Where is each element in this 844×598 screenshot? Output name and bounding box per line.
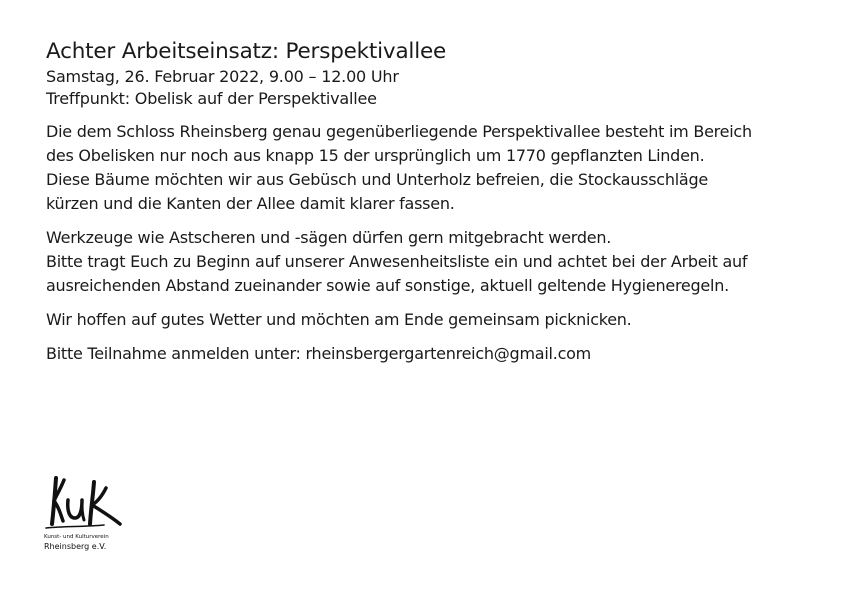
logo-subtitle-line1: Kunst- und Kulturverein bbox=[44, 534, 109, 540]
meeting-point: Treffpunkt: Obelisk auf der Perspektivallee bbox=[46, 89, 377, 108]
text-line: ausreichenden Abstand zueinander sowie auf sonstige, aktuell geltende Hygieneregeln. bbox=[46, 276, 729, 295]
text-line: Bitte tragt Euch zu Beginn auf unserer Anwesenheitsliste ein und achtet bei der Arbeit auf bbox=[46, 252, 748, 271]
paragraph-instructions bbox=[46, 226, 816, 298]
text-line: Wir hoffen auf gutes Wetter und möchten am Ende gemeinsam picknicken. bbox=[46, 310, 632, 329]
paragraph-description bbox=[46, 120, 816, 216]
paragraph-registration bbox=[46, 342, 816, 366]
text-line: Diese Bäume möchten wir aus Gebüsch und Unterholz befreien, die Stockausschläge bbox=[46, 170, 708, 189]
text-line: Werkzeuge wie Astscheren und -sägen dürfen gern mitgebracht werden. bbox=[46, 228, 612, 247]
text-line: des Obelisken nur noch aus knapp 15 der ursprünglich um 1770 gepflanzten Linden. bbox=[46, 146, 705, 165]
text-line: Die dem Schloss Rheinsberg genau gegenüberliegende Perspektivallee besteht im Bereich bbox=[46, 122, 752, 141]
logo-subtitle-line2: Rheinsberg e.V. bbox=[44, 542, 107, 551]
text-line: Bitte Teilnahme anmelden unter: rheinsbergergartenreich@gmail.com bbox=[46, 344, 591, 363]
paragraph-picnic bbox=[46, 308, 816, 332]
kuk-logo bbox=[44, 474, 124, 558]
kuk-logo-mark bbox=[44, 474, 124, 534]
event-date: Samstag, 26. Februar 2022, 9.00 – 12.00 Uhr bbox=[46, 67, 399, 86]
text-line: kürzen und die Kanten der Allee damit klarer fassen. bbox=[46, 194, 455, 213]
event-title: Achter Arbeitseinsatz: Perspektivallee bbox=[46, 39, 447, 64]
event-announcement bbox=[46, 38, 816, 366]
